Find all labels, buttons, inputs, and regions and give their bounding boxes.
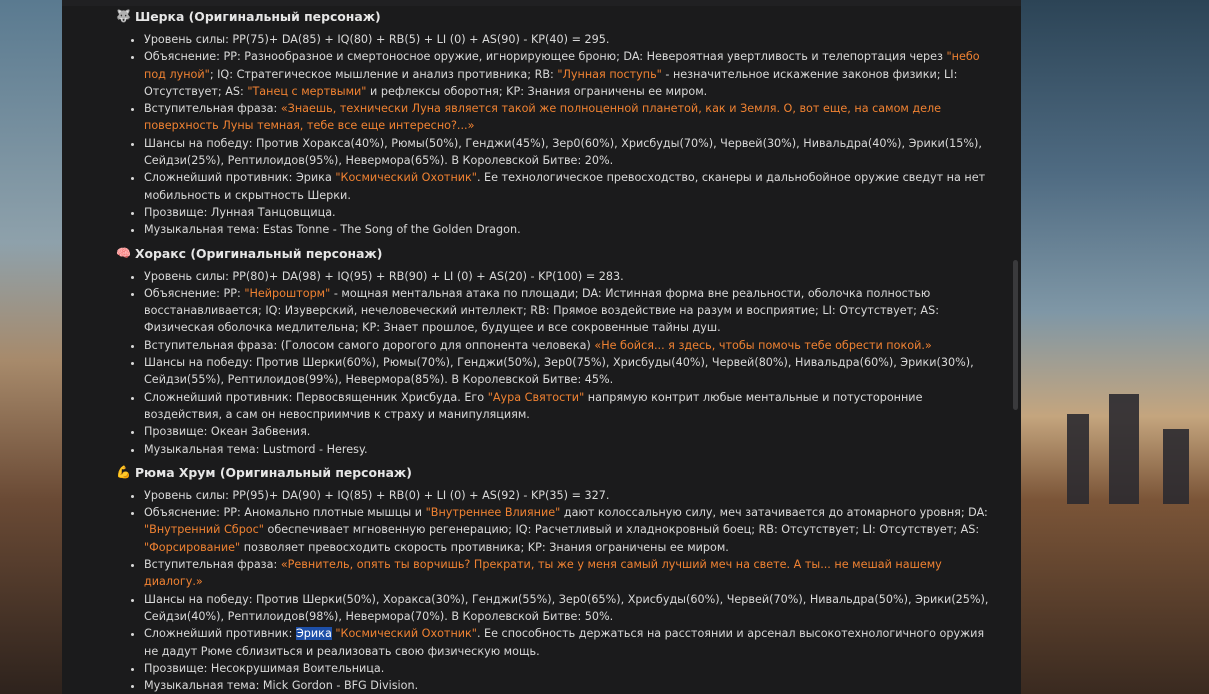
section-title-text: Шерка (Оригинальный персонаж) <box>134 9 381 24</box>
section-heading <box>116 245 996 262</box>
toughest-opponent-item: • Сложнейший противник: Эрика "Космический Охотник". Ее способность держаться на расстоянии и арсенал высокотехнологичного оружия не дадут Рюме сблизиться и реализовать свою физическую мощь. <box>144 625 996 660</box>
section-title-text: Рюма Хрум (Оригинальный персонаж) <box>134 464 412 480</box>
win-chances-item: • Шансы на победу: Против Шерки(60%), Рюмы(70%), Генджи(50%), Зер0(75%), Хрисбуды(40%), Червей(80%), Нивальдра(60%), Эрики(30%), Сейдзи(55%), Рептилоидов(99%), Невермора(85%). В Королевской Битве: 45%. <box>144 354 996 389</box>
highlight-text: "Внутреннее Влияние" <box>425 506 561 520</box>
intro-phrase-item: • Вступительная фраза: «Ревнитель, опять ты ворчишь? Прекрати, ты же у меня самый лучший меч на свете. А ты... не мешай нашему диалогу.» <box>144 556 996 591</box>
brain-icon: 🧠 <box>116 245 131 260</box>
highlight-text: "Танец с мертвыми" <box>247 84 367 98</box>
highlight-text: "небо под луной" <box>144 50 980 81</box>
music-theme-item: • Музыкальная тема: Mick Gordon - BFG Division. <box>144 677 996 694</box>
section-list <box>116 487 996 694</box>
highlight-text: "Лунная поступь" <box>557 67 662 81</box>
background-rock <box>1067 414 1089 504</box>
background-right <box>1021 0 1209 694</box>
toughest-opponent-item: • Сложнейший противник: Первосвященник Хрисбуда. Его "Аура Святости" напрямую контрит любые ментальные и потусторонние воздействия, а сам он невосприимчив к страху и манипуляциям. <box>144 389 996 424</box>
explanation-item: • Объяснение: PP: "Нейрошторм" - мощная ментальная атака по площади; DA: Истинная форма вне реальности, оболочка полностью восстанавливается; IQ: Изуверский, нечеловеческий интеллект; RB: Прямое воздействие на разум и восприятие; LI: Отсутствует; AS: Физическая оболочка медлительна; KP: Знает прошлое, будущее и все сокровенные тайны душ. <box>144 285 996 337</box>
section-heading <box>116 464 996 481</box>
intro-phrase-item: • Вступительная фраза: (Голосом самого дорогого для оппонента человека) «Не бойся... я здесь, чтобы помочь тебе обрести покой.» <box>144 337 996 354</box>
background-rock <box>1163 429 1189 504</box>
explanation-item: • Объяснение: PP: Аномально плотные мышцы и "Внутреннее Влияние" дают колоссальную силу, меч затачивается до атомарного уровня; DA: "Внутренний Сброс" обеспечивает мгновенную регенерацию; IQ: Расчетливый и хладнокровный боец; RB: Отсутствует; LI: Отсутствует; AS: "Форсирование" позволяет превосходить скорость противника; KP: Знания ограничены ее миром. <box>144 504 996 556</box>
intro-phrase-item: • Вступительная фраза: «Знаешь, технически Луна является такой же полноценной планетой, как и Земля. О, вот еще, на самом деле поверхность Луны темная, тебе все еще интересно?...» <box>144 100 996 135</box>
win-chances-item: • Шансы на победу: Против Хоракса(40%), Рюмы(50%), Генджи(45%), Зер0(60%), Хрисбуды(70%), Червей(30%), Нивальдра(40%), Эрики(15%), Сейдзи(25%), Рептилоидов(95%), Невермора(65%). В Королевской Битве: 20%. <box>144 135 996 170</box>
highlight-text: "Космический Охотник" <box>335 627 477 641</box>
power-level-item: • Уровень силы: PP(95)+ DA(90) + IQ(85) + RB(0) + LI (0) + AS(92) - KP(35) = 327. <box>144 487 996 504</box>
chat-message-panel <box>62 0 1021 694</box>
power-level-item: • Уровень силы: PP(80)+ DA(98) + IQ(95) + RB(90) + LI (0) + AS(20) - KP(100) = 283. <box>144 268 996 285</box>
win-chances-item: • Шансы на победу: Против Шерки(50%), Хоракса(30%), Генджи(55%), Зер0(65%), Хрисбуды(60%), Червей(70%), Нивальдра(50%), Эрики(25%), Сейдзи(40%), Рептилоидов(98%), Невермора(70%). В Королевской Битве: 50%. <box>144 591 996 626</box>
intro-quote: «Знаешь, технически Луна является такой же полноценной планетой, как и Земля. О, вот еще, на самом деле поверхность Луны темная, тебе все еще интересно?...» <box>144 102 942 133</box>
section-list <box>116 268 996 458</box>
power-level-item: • Уровень силы: PP(75)+ DA(85) + IQ(80) + RB(5) + LI (0) + AS(90) - KP(40) = 295. <box>144 31 996 48</box>
message-content <box>116 8 996 694</box>
explanation-item: • Объяснение: PP: Разнообразное и смертоносное оружие, игнорирующее броню; DA: Невероятная увертливость и телепортация через "небо под луной"; IQ: Стратегическое мышление и анализ противника; RB: "Лунная поступь" - незначительное искажение законов физики; LI: Отсутствует; AS: "Танец с мертвыми" и рефлексы оборотня; KP: Знания ограничены ее миром. <box>144 48 996 100</box>
section-list <box>116 31 996 239</box>
highlight-text: "Нейрошторм" <box>244 286 331 300</box>
nickname-item: • Прозвище: Несокрушимая Воительница. <box>144 660 996 677</box>
nickname-item: • Прозвище: Лунная Танцовщица. <box>144 204 996 221</box>
highlight-text: "Форсирование" <box>144 540 241 554</box>
intro-quote: «Не бойся... я здесь, чтобы помочь тебе обрести покой.» <box>594 338 932 352</box>
intro-quote: «Ревнитель, опять ты ворчишь? Прекрати, ты же у меня самый лучший меч на свете. А ты... не мешай нашему диалогу.» <box>144 558 942 589</box>
highlight-text: "Космический Охотник" <box>335 171 477 185</box>
top-toolbar-strip <box>62 0 1021 6</box>
nickname-item: • Прозвище: Океан Забвения. <box>144 423 996 440</box>
wolf-icon: 🐺 <box>116 9 131 23</box>
scrollbar-thumb[interactable] <box>1013 260 1018 410</box>
music-theme-item: • Музыкальная тема: Lustmord - Heresy. <box>144 441 996 458</box>
section-heading <box>116 8 996 25</box>
highlight-text: "Аура Святости" <box>487 390 585 404</box>
section-title-text: Хоракс (Оригинальный персонаж) <box>134 245 383 261</box>
flexed-biceps-icon: 💪 <box>116 464 131 479</box>
toughest-opponent-item: • Сложнейший противник: Эрика "Космический Охотник". Ее технологическое превосходство, сканеры и дальнобойное оружие сведут на нет мобильность и скрытность Шерки. <box>144 169 996 204</box>
highlight-text: "Внутренний Сброс" <box>144 523 264 537</box>
background-rock <box>1109 394 1139 504</box>
background-left <box>0 0 62 694</box>
music-theme-item: • Музыкальная тема: Estas Tonne - The Song of the Golden Dragon. <box>144 221 996 238</box>
selected-text[interactable]: Эрика <box>296 627 332 641</box>
